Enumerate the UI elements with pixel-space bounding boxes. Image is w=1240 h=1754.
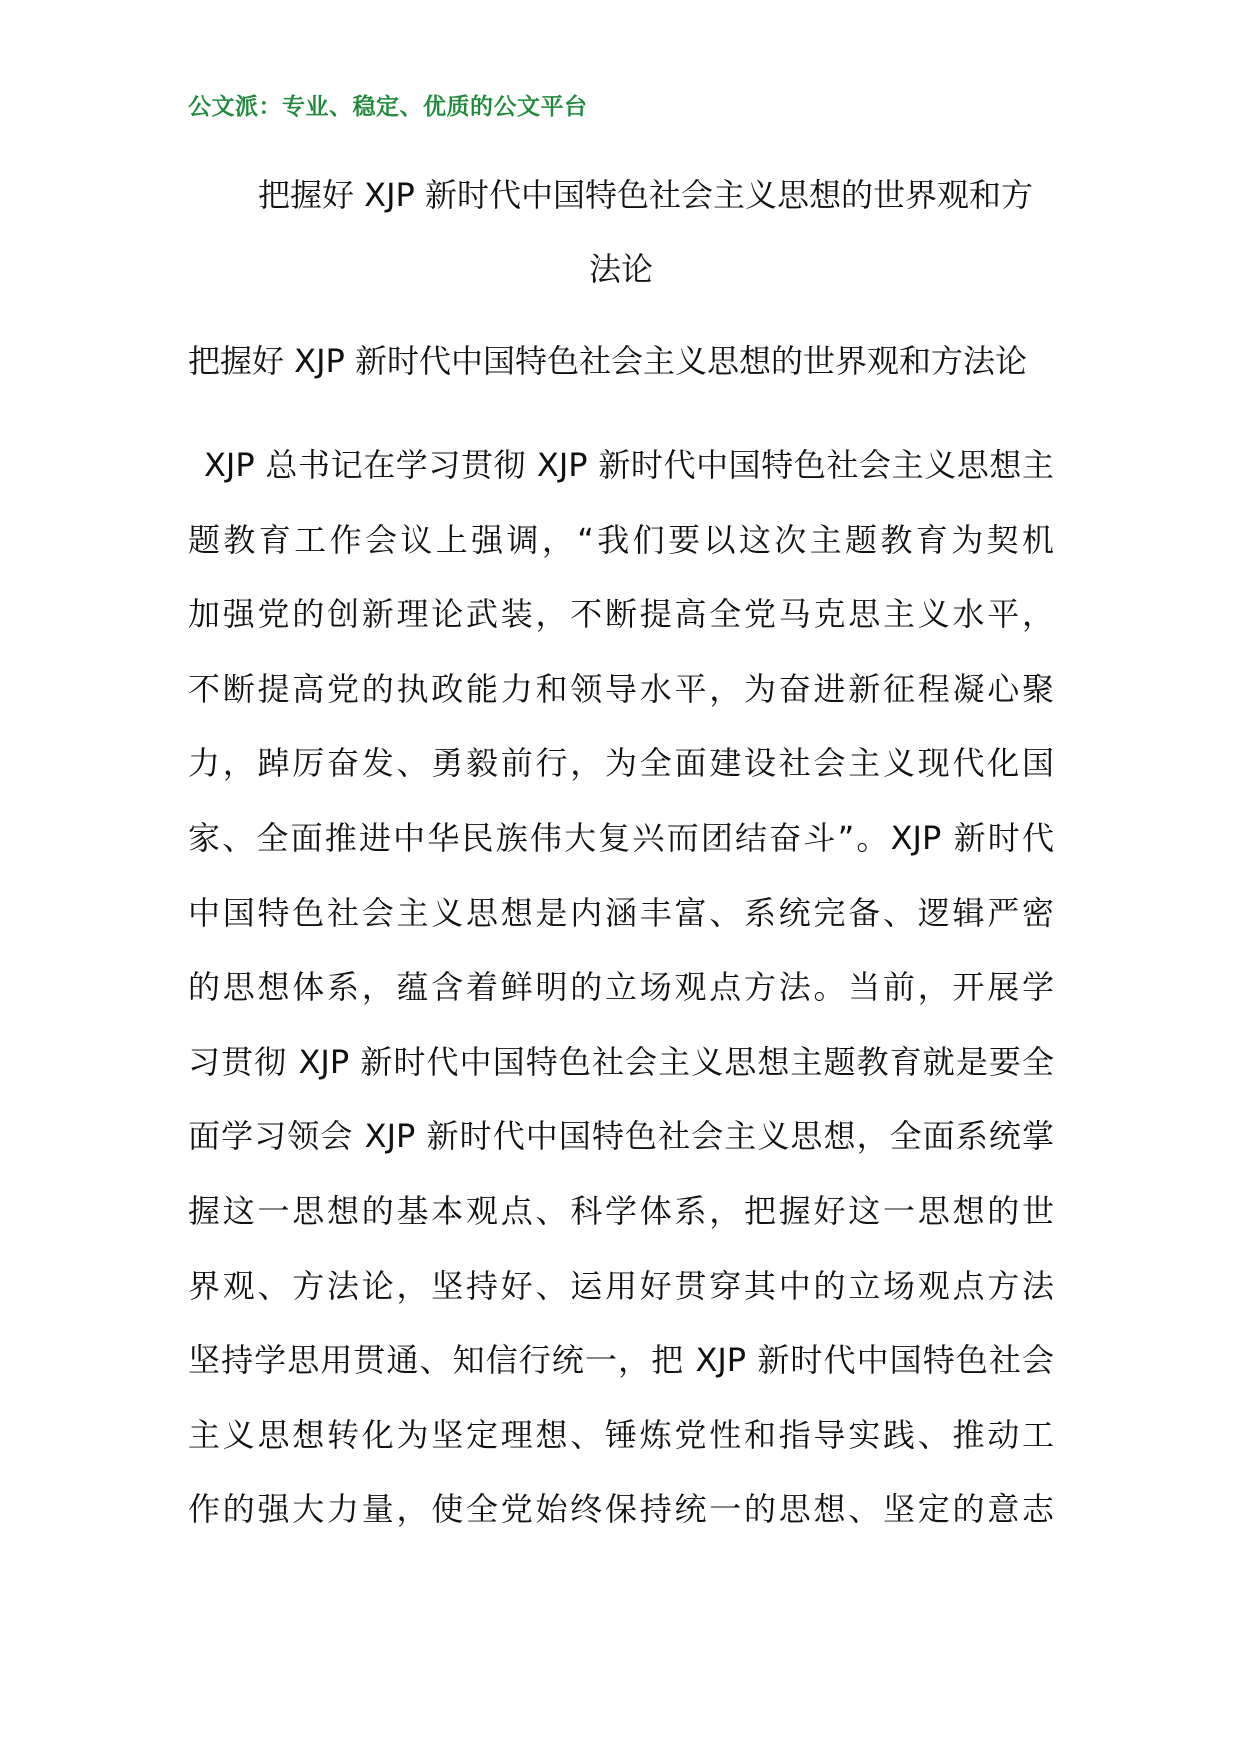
body-line: XJP 总书记在学习贯彻 XJP 新时代中国特色社会主义思想主 — [204, 446, 1054, 484]
document-title — [188, 158, 1054, 306]
body-line: 握这一思想的基本观点、科学体系，把握好这一思想的世 — [188, 1191, 1054, 1230]
body-line: 家、全面推进中华民族伟大复兴而团结奋斗”。XJP 新时代 — [188, 818, 1054, 857]
header-brand: 公文派：专业、稳定、优质的公文平台 — [188, 94, 588, 120]
document-subtitle: 把握好 XJP 新时代中国特色社会主义思想的世界观和方法论 — [188, 342, 1028, 380]
body-line: 题教育工作会议上强调，“我们要以这次主题教育为契机 — [188, 520, 1054, 559]
body-line: 面学习领会 XJP 新时代中国特色社会主义思想，全面系统掌 — [188, 1117, 1054, 1156]
document-title-line-2: 法论 — [588, 250, 653, 288]
document-title-line-1: 把握好 XJP 新时代中国特色社会主义思想的世界观和方 — [258, 176, 1034, 214]
body-line: 界观、方法论，坚持好、运用好贯穿其中的立场观点方法 — [188, 1266, 1054, 1305]
body-line: 加强党的创新理论武装，不断提高全党马克思主义水平， — [188, 595, 1054, 634]
body-line: 的思想体系，蕴含着鲜明的立场观点方法。当前，开展学 — [188, 968, 1054, 1007]
body-line: 坚持学思用贯通、知信行统一，把 XJP 新时代中国特色社会 — [188, 1341, 1054, 1380]
body-line: 力，踔厉奋发、勇毅前行，为全面建设社会主义现代化国 — [188, 744, 1054, 783]
body-line: 不断提高党的执政能力和领导水平，为奋进新征程凝心聚 — [188, 669, 1054, 708]
body-text — [188, 428, 1054, 1547]
body-line: 作的强大力量，使全党始终保持统一的思想、坚定的意志 — [188, 1490, 1054, 1529]
body-line: 主义思想转化为坚定理想、锤炼党性和指导实践、推动工 — [188, 1415, 1054, 1454]
body-line: 中国特色社会主义思想是内涵丰富、系统完备、逻辑严密 — [188, 893, 1054, 932]
body-line: 习贯彻 XJP 新时代中国特色社会主义思想主题教育就是要全 — [188, 1042, 1054, 1081]
